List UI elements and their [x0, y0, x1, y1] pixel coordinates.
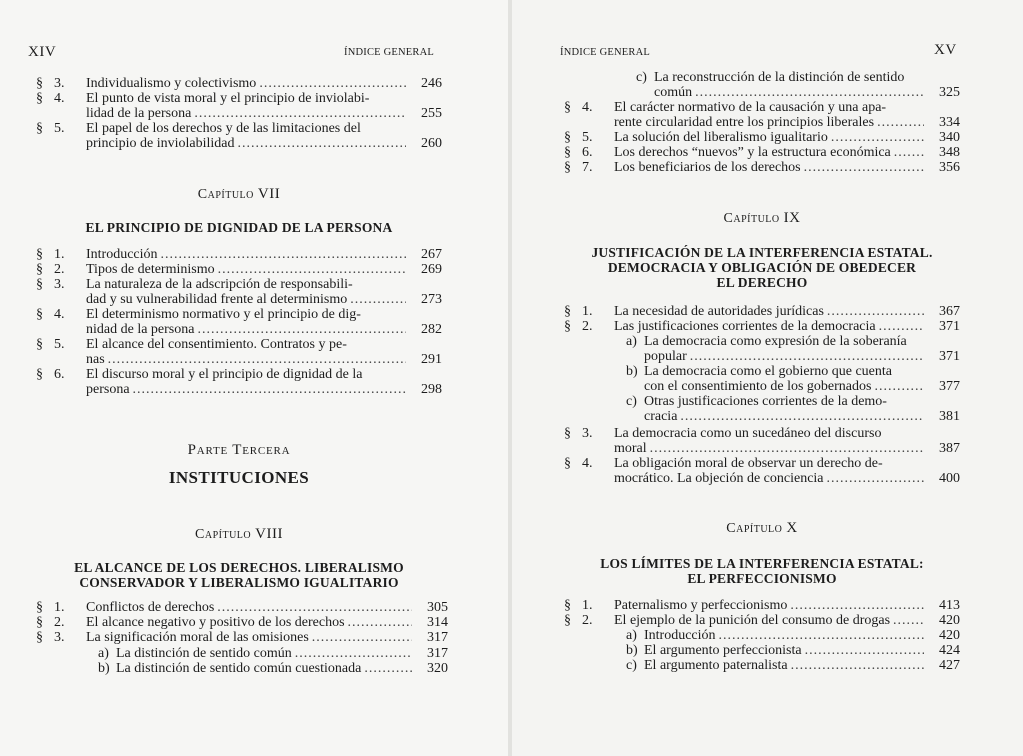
entry-text: Las justificaciones corrientes de la democracia	[614, 319, 876, 334]
dot-leader	[364, 661, 412, 676]
entry-text: moral	[614, 441, 647, 456]
subsection-letter: c)	[626, 658, 637, 673]
entry-text: El argumento paternalista	[644, 658, 788, 673]
section-mark: §	[564, 145, 571, 160]
toc-subentry	[564, 334, 960, 364]
section-mark: §	[36, 367, 43, 382]
page-ref: 320	[427, 661, 448, 676]
chapter-label-prefix: Capítulo	[723, 211, 780, 226]
entry-text: nidad de la persona	[86, 322, 195, 337]
toc-subentry	[564, 628, 960, 643]
page-ref: 381	[939, 409, 960, 424]
section-number: 6.	[54, 367, 65, 382]
toc-block	[36, 646, 448, 676]
section-mark: §	[36, 600, 43, 615]
chapter-title	[552, 245, 972, 290]
entry-text: nas	[86, 352, 105, 367]
page-number: XV	[934, 42, 957, 58]
entry-text: popular	[644, 349, 687, 364]
entry-text: La democracia como un sucedáneo del discurso	[614, 426, 882, 441]
toc-entry	[36, 337, 442, 367]
toc-entry	[564, 145, 960, 160]
page-ref: 348	[939, 145, 960, 160]
page-ref: 420	[939, 628, 960, 643]
running-header: ÍNDICE GENERAL	[560, 47, 650, 58]
toc-entry	[36, 247, 442, 262]
entry-text: Los derechos “nuevos” y la estructura económica	[614, 145, 891, 160]
entry-text: La reconstrucción de la distinción de sentido	[654, 70, 905, 85]
toc-block	[564, 628, 960, 673]
entry-text: La distinción de sentido común cuestionada	[116, 661, 362, 676]
page-ref: 427	[939, 658, 960, 673]
entry-text: La naturaleza de la adscripción de responsabili-	[86, 277, 353, 292]
dot-leader	[791, 658, 924, 673]
chapter-number: X	[786, 520, 798, 536]
page-ref: 269	[421, 262, 442, 277]
page-ref: 424	[939, 643, 960, 658]
chapter-label	[36, 186, 442, 203]
section-mark: §	[36, 630, 43, 645]
toc-entry	[564, 598, 960, 613]
toc-entry	[564, 456, 960, 486]
page-number: XIV	[28, 44, 57, 60]
dot-leader	[804, 160, 924, 175]
entry-text: Los beneficiarios de los derechos	[614, 160, 801, 175]
dot-leader	[133, 382, 406, 397]
page-ref: 325	[939, 85, 960, 100]
subsection-letter: c)	[626, 394, 637, 409]
section-mark: §	[36, 615, 43, 630]
section-number: 5.	[54, 121, 65, 136]
chapter-label-prefix: Capítulo	[726, 521, 783, 536]
toc-block	[36, 600, 448, 645]
chapter-title: EL PRINCIPIO DE DIGNIDAD DE LA PERSONA	[85, 220, 393, 235]
toc-entry	[36, 91, 442, 121]
chapter-title-line: EL PERFECCIONISMO	[687, 571, 837, 586]
entry-text: El ejemplo de la punición del consumo de drogas	[614, 613, 891, 628]
toc-entry	[564, 160, 960, 175]
dot-leader	[650, 441, 924, 456]
page-ref: 387	[939, 441, 960, 456]
entry-text: La significación moral de las omisiones	[86, 630, 309, 645]
toc-entry	[36, 121, 442, 151]
entry-text: El determinismo normativo y el principio de dig-	[86, 307, 361, 322]
entry-text: La obligación moral de observar un derecho de-	[614, 456, 883, 471]
page-ref: 291	[421, 352, 442, 367]
entry-text: principio de inviolabilidad	[86, 136, 235, 151]
chapter-title-line: JUSTIFICACIÓN DE LA INTERFERENCIA ESTATAL.	[591, 245, 933, 260]
entry-text: El argumento perfeccionista	[644, 643, 802, 658]
section-number: 1.	[582, 598, 593, 613]
dot-leader	[197, 322, 406, 337]
toc-entry	[564, 100, 960, 130]
subsection-letter: b)	[626, 364, 638, 379]
dot-leader	[108, 352, 406, 367]
page-ref: 371	[939, 349, 960, 364]
chapter-title-line: LOS LÍMITES DE LA INTERFERENCIA ESTATAL:	[600, 556, 924, 571]
page-ref: 367	[939, 304, 960, 319]
section-number: 2.	[582, 613, 593, 628]
entry-text: Tipos de determinismo	[86, 262, 215, 277]
dot-leader	[238, 136, 406, 151]
section-mark: §	[36, 277, 43, 292]
section-mark: §	[564, 130, 571, 145]
section-number: 4.	[54, 307, 65, 322]
toc-block	[564, 598, 960, 628]
page-ref: 305	[427, 600, 448, 615]
page-ref: 317	[427, 646, 448, 661]
dot-leader	[831, 130, 924, 145]
section-number: 7.	[582, 160, 593, 175]
page-ref: 298	[421, 382, 442, 397]
toc-entry	[36, 600, 448, 615]
entry-text: Conflictos de derechos	[86, 600, 215, 615]
chapter-title-line: CONSERVADOR Y LIBERALISMO IGUALITARIO	[79, 575, 399, 590]
toc-subentry	[564, 658, 960, 673]
toc-entry	[564, 319, 960, 334]
dot-leader	[877, 115, 924, 130]
toc-subentry	[36, 646, 448, 661]
toc-block	[36, 76, 442, 151]
dot-leader	[295, 646, 412, 661]
section-mark: §	[36, 91, 43, 106]
page-ref: 400	[939, 471, 960, 486]
chapter-title	[552, 556, 972, 586]
section-mark: §	[564, 100, 571, 115]
page-ref: 377	[939, 379, 960, 394]
toc-block	[574, 70, 960, 100]
entry-text: común	[654, 85, 693, 100]
entry-text: Individualismo y colectivismo	[86, 76, 257, 91]
dot-leader	[805, 643, 924, 658]
dot-leader	[879, 319, 924, 334]
toc-entry	[36, 277, 442, 307]
running-header: ÍNDICE GENERAL	[344, 47, 434, 58]
page-ref: 340	[939, 130, 960, 145]
entry-text: La necesidad de autoridades jurídicas	[614, 304, 824, 319]
chapter-title-line: EL ALCANCE DE LOS DERECHOS. LIBERALISMO	[74, 560, 404, 575]
toc-entry	[36, 367, 442, 397]
section-number: 3.	[54, 277, 65, 292]
entry-text: El punto de vista moral y el principio de inviolabi-	[86, 91, 370, 106]
toc-entry	[564, 304, 960, 319]
entry-text: con el consentimiento de los gobernados	[644, 379, 872, 394]
chapter-label-prefix: Capítulo	[197, 187, 254, 202]
entry-text: La democracia como expresión de la soberanía	[644, 334, 907, 349]
section-number: 3.	[54, 76, 65, 91]
section-number: 1.	[54, 247, 65, 262]
toc-entry	[36, 615, 448, 630]
dot-leader	[194, 106, 406, 121]
toc-entry	[564, 130, 960, 145]
page-ref: 246	[421, 76, 442, 91]
dot-leader	[790, 598, 924, 613]
section-number: 1.	[582, 304, 593, 319]
chapter-title-line: EL DERECHO	[716, 275, 808, 290]
entry-text: La solución del liberalismo igualitario	[614, 130, 828, 145]
dot-leader	[312, 630, 412, 645]
dot-leader	[161, 247, 406, 262]
entry-text: Paternalismo y perfeccionismo	[614, 598, 788, 613]
chapter-number: VIII	[255, 526, 283, 542]
dot-leader	[348, 615, 412, 630]
section-mark: §	[564, 613, 571, 628]
toc-subentry	[574, 70, 960, 100]
page-ref: 317	[427, 630, 448, 645]
section-number: 4.	[54, 91, 65, 106]
entry-text: Otras justificaciones corrientes de la demo-	[644, 394, 887, 409]
toc-subentry	[36, 661, 448, 676]
page-ref: 255	[421, 106, 442, 121]
toc-block	[564, 100, 960, 175]
dot-leader	[874, 379, 924, 394]
section-mark: §	[564, 160, 571, 175]
section-number: 3.	[54, 630, 65, 645]
section-mark: §	[564, 598, 571, 613]
entry-text: El discurso moral y el principio de dignidad de la	[86, 367, 363, 382]
entry-text: El alcance negativo y positivo de los derechos	[86, 615, 345, 630]
page-ref: 334	[939, 115, 960, 130]
section-number: 5.	[54, 337, 65, 352]
entry-text: El papel de los derechos y de las limitaciones del	[86, 121, 361, 136]
section-mark: §	[564, 456, 571, 471]
toc-block	[564, 334, 960, 424]
page-ref: 413	[939, 598, 960, 613]
entry-text: Introducción	[86, 247, 158, 262]
entry-text: La distinción de sentido común	[116, 646, 292, 661]
page-ref: 314	[427, 615, 448, 630]
section-number: 2.	[54, 262, 65, 277]
dot-leader	[719, 628, 924, 643]
toc-subentry	[564, 364, 960, 394]
page-ref: 356	[939, 160, 960, 175]
toc-subentry	[564, 643, 960, 658]
section-mark: §	[564, 426, 571, 441]
toc-subentry	[564, 394, 960, 424]
dot-leader	[827, 471, 924, 486]
page-ref: 267	[421, 247, 442, 262]
section-number: 1.	[54, 600, 65, 615]
page-ref: 420	[939, 613, 960, 628]
dot-leader	[218, 262, 406, 277]
subsection-letter: a)	[626, 334, 637, 349]
section-mark: §	[36, 76, 43, 91]
section-mark: §	[36, 337, 43, 352]
subsection-letter: c)	[636, 70, 647, 85]
chapter-number: VII	[257, 186, 281, 202]
section-mark: §	[36, 247, 43, 262]
page-ref: 371	[939, 319, 960, 334]
subsection-letter: b)	[98, 661, 110, 676]
section-mark: §	[564, 319, 571, 334]
section-mark: §	[564, 304, 571, 319]
entry-text: persona	[86, 382, 130, 397]
subsection-letter: b)	[626, 643, 638, 658]
section-mark: §	[36, 307, 43, 322]
chapter-label	[36, 526, 442, 543]
toc-block	[564, 304, 960, 334]
subsection-letter: a)	[626, 628, 637, 643]
section-number: 4.	[582, 100, 593, 115]
chapter-label	[552, 210, 972, 227]
page-ref: 260	[421, 136, 442, 151]
entry-text: El carácter normativo de la causación y una apa-	[614, 100, 887, 115]
section-number: 5.	[582, 130, 593, 145]
chapter-title-line: DEMOCRACIA Y OBLIGACIÓN DE OBEDECER	[607, 260, 917, 275]
dot-leader	[217, 600, 412, 615]
toc-entry	[36, 76, 442, 91]
part-title: INSTITUCIONES	[168, 468, 310, 487]
toc-entry	[564, 426, 960, 456]
entry-text: mocrático. La objeción de conciencia	[614, 471, 824, 486]
toc-entry	[36, 630, 448, 645]
chapter-label-prefix: Capítulo	[195, 527, 252, 542]
dot-leader	[690, 349, 924, 364]
dot-leader	[827, 304, 924, 319]
chapter-number: IX	[783, 210, 801, 226]
left-page	[0, 0, 508, 756]
section-number: 4.	[582, 456, 593, 471]
chapter-label	[552, 520, 972, 537]
dot-leader	[350, 292, 406, 307]
toc-entry	[36, 262, 442, 277]
dot-leader	[894, 145, 924, 160]
dot-leader	[680, 409, 924, 424]
entry-text: rente circularidad entre los principios liberales	[614, 115, 875, 130]
toc-entry	[36, 307, 442, 337]
section-number: 2.	[54, 615, 65, 630]
entry-text: Introducción	[644, 628, 716, 643]
part-label: Parte Tercera	[187, 442, 291, 458]
subsection-letter: a)	[98, 646, 109, 661]
entry-text: dad y su vulnerabilidad frente al determinismo	[86, 292, 348, 307]
section-number: 2.	[582, 319, 593, 334]
toc-entry	[564, 613, 960, 628]
entry-text: La democracia como el gobierno que cuenta	[644, 364, 892, 379]
section-mark: §	[36, 262, 43, 277]
entry-text: cracia	[644, 409, 678, 424]
section-mark: §	[36, 121, 43, 136]
entry-text: El alcance del consentimiento. Contratos y pe-	[86, 337, 347, 352]
toc-block	[36, 247, 442, 397]
section-number: 6.	[582, 145, 593, 160]
dot-leader	[893, 613, 924, 628]
section-number: 3.	[582, 426, 593, 441]
chapter-title	[36, 560, 442, 590]
dot-leader	[695, 85, 924, 100]
toc-block	[564, 426, 960, 486]
page-ref: 273	[421, 292, 442, 307]
right-page	[512, 0, 1023, 756]
dot-leader	[259, 76, 406, 91]
entry-text: lidad de la persona	[86, 106, 192, 121]
page-ref: 282	[421, 322, 442, 337]
